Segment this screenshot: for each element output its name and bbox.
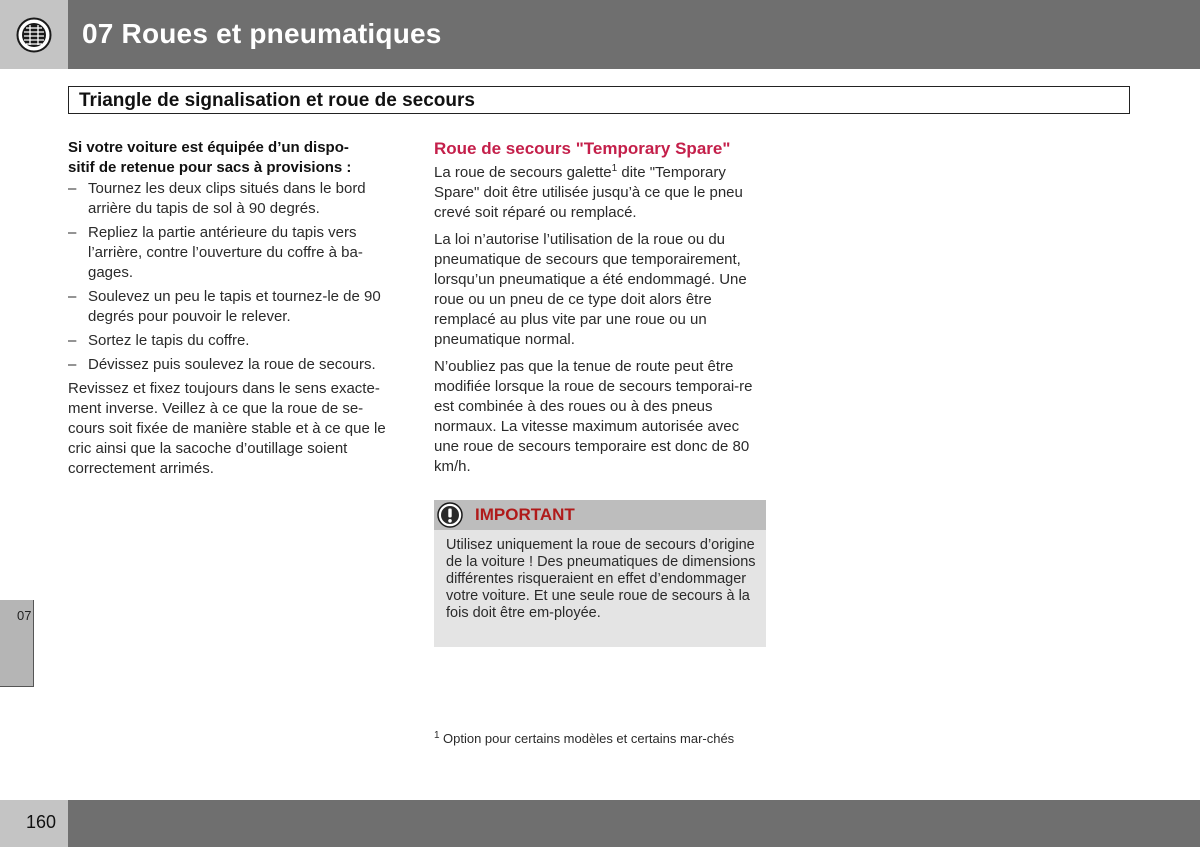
page-number-box bbox=[0, 800, 68, 847]
subheading: Roue de secours "Temporary Spare" bbox=[434, 139, 731, 158]
list-item: – Sortez le tapis du coffre. bbox=[68, 331, 398, 351]
left-column bbox=[68, 138, 398, 479]
chapter-title: 07 Roues et pneumatiques bbox=[82, 18, 442, 49]
footnote bbox=[434, 731, 754, 746]
page-number: 160 bbox=[26, 812, 57, 832]
lead-heading bbox=[68, 138, 398, 178]
footnote-ref: 1 bbox=[611, 163, 618, 174]
important-label: IMPORTANT bbox=[475, 505, 575, 524]
middle-column bbox=[434, 138, 766, 477]
important-header bbox=[434, 500, 766, 530]
paragraph-text: La roue de secours galette bbox=[434, 164, 612, 181]
lead-heading-line: sitif de retenue pour sacs à provisions : bbox=[68, 159, 352, 176]
tyre-icon bbox=[16, 17, 52, 53]
section-title: Triangle de signalisation et roue de secours bbox=[79, 90, 475, 111]
header-bar bbox=[0, 0, 1200, 69]
important-box bbox=[434, 500, 766, 647]
list-item: – Tournez les deux clips situés dans le bord arrière du tapis de sol à 90 degrés. bbox=[68, 179, 398, 219]
paragraph: La loi n’autorise l’utilisation de la roue ou du pneumatique de secours que temporairement, lorsqu’un pneumatique a été endommagé. Une roue ou un pneu de ce type doit alors être remplacé au plus vite par une roue ou un pneumatique normal. bbox=[434, 231, 747, 348]
list-item: – Repliez la partie antérieure du tapis vers l’arrière, contre l’ouverture du coffre à ba-gages. bbox=[68, 223, 398, 283]
lead-heading-line: Si votre voiture est équipée d’un dispo- bbox=[68, 139, 349, 156]
header-icon-box bbox=[0, 0, 68, 69]
paragraph bbox=[434, 163, 766, 223]
side-tab-label: 07 bbox=[17, 608, 32, 623]
paragraph: N’oubliez pas que la tenue de route peut être modifiée lorsque la roue de secours temporai-re est combinée à des roues ou à des pneus normaux. La vitesse maximum autorisée avec une roue de secours temporaire est donc de 80 km/h. bbox=[434, 358, 753, 475]
footer-bar bbox=[0, 800, 1200, 847]
important-text: Utilisez uniquement la roue de secours d’origine de la voiture ! Des pneumatiques de dimensions différentes risqueraient en effet d’endommager votre voiture. Et une seule roue de secours à la fois doit être em-ployée. bbox=[446, 537, 756, 621]
closing-paragraph: Revissez et fixez toujours dans le sens exacte-ment inverse. Veillez à ce que la roue de se-cours soit fixée de manière stable et à ce que le cric ainsi que la sacoche d’outillage soient correctement arrimés. bbox=[68, 380, 386, 477]
footnote-text: Option pour certains modèles et certains mar-chés bbox=[443, 731, 735, 746]
exclamation-icon bbox=[437, 502, 463, 528]
chapter-side-tab bbox=[0, 600, 34, 687]
list-item: – Soulevez un peu le tapis et tournez-le de 90 degrés pour pouvoir le relever. bbox=[68, 287, 398, 327]
steps-list bbox=[68, 179, 398, 375]
footnote-mark: 1 bbox=[434, 730, 440, 741]
list-item: – Dévissez puis soulevez la roue de secours. bbox=[68, 355, 398, 375]
section-title-box bbox=[68, 86, 1130, 114]
paragraph-text: dite "Temporary Spare" doit être utilisée jusqu’à ce que le pneu crevé soit réparé ou remplacé. bbox=[434, 164, 743, 221]
